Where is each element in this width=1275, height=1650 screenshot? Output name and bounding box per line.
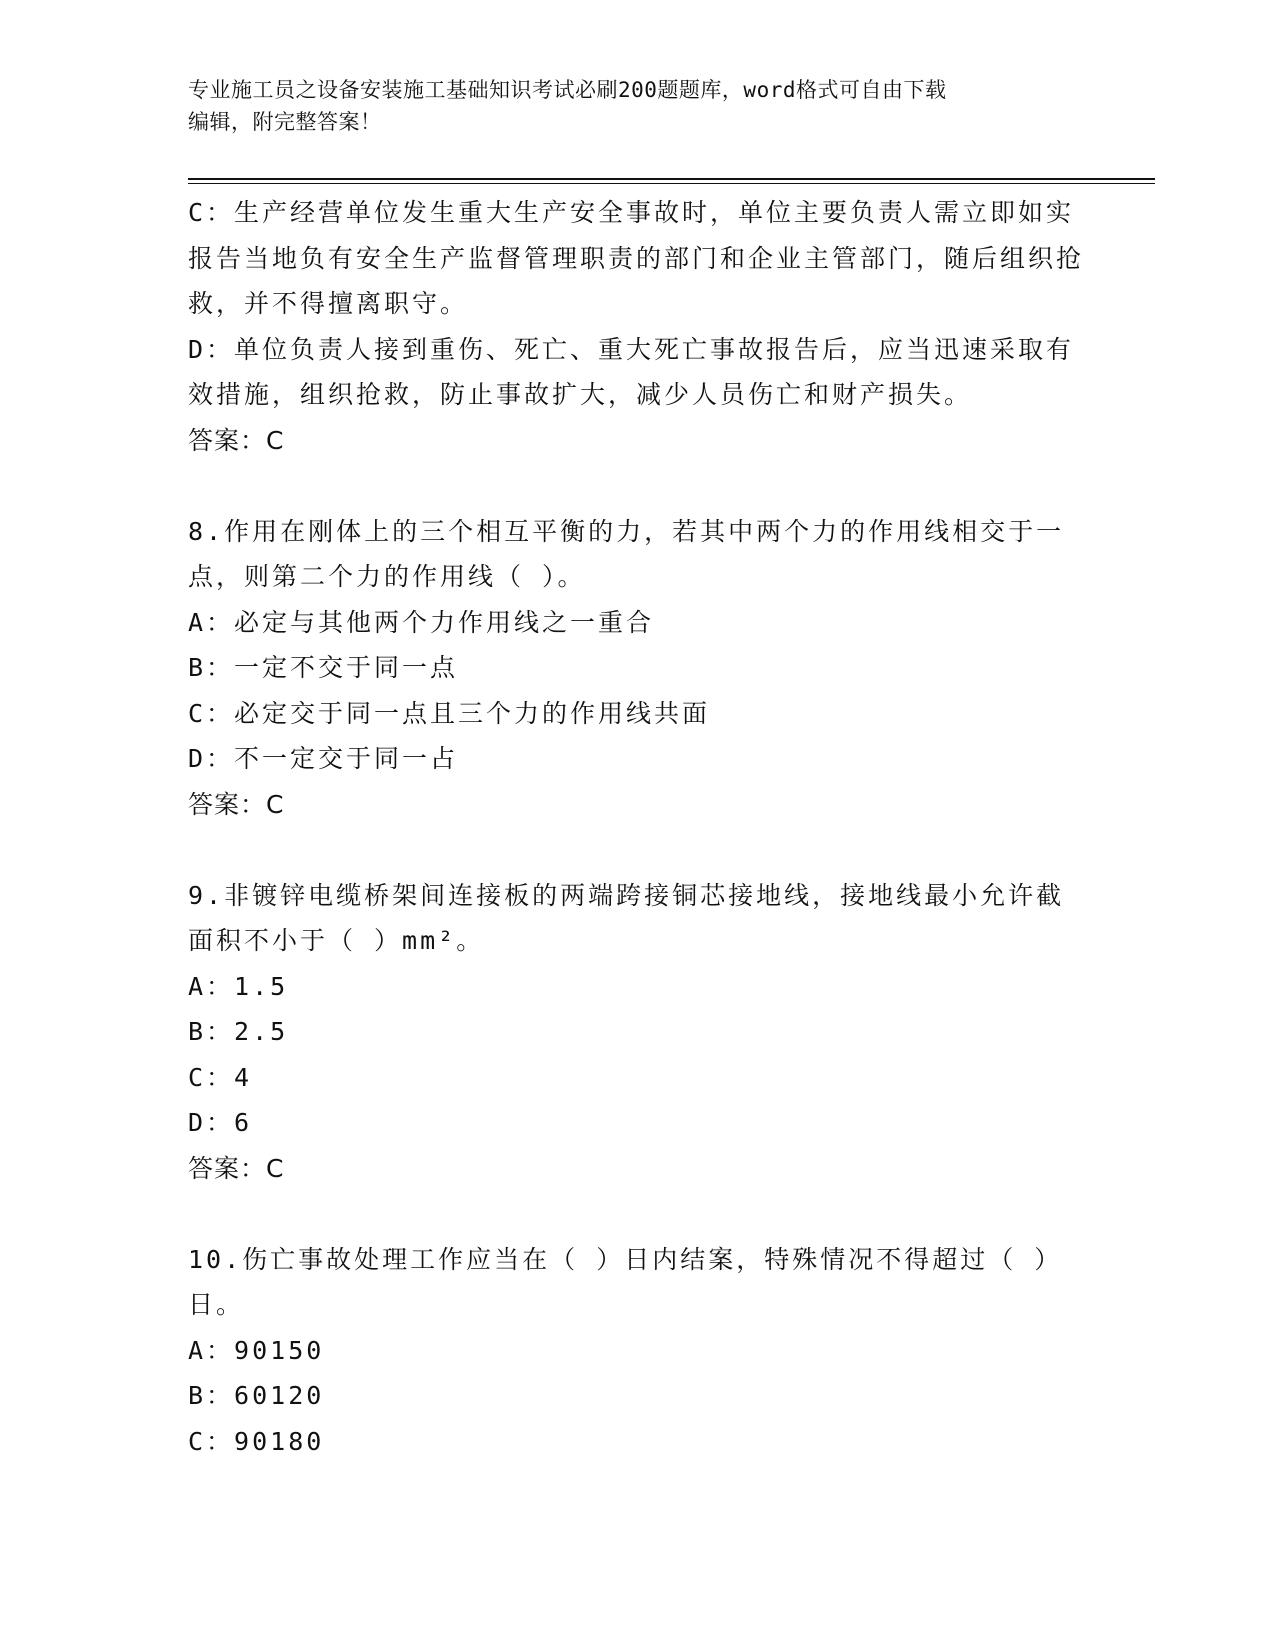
question-10 [188, 1237, 1088, 1465]
option-a: A：必定与其他两个力作用线之一重合 [188, 607, 655, 637]
option-d: D：6 [188, 1108, 253, 1137]
answer: 答案：C [188, 1153, 285, 1183]
option-c: C：生产经营单位发生重大生产安全事故时，单位主要负责人需立即如实报告当地负有安全生产监督管理职责的部门和企业主管部门，随后组织抢救，并不得擅离职守。 [188, 198, 1085, 318]
question-stem: 8.作用在刚体上的三个相互平衡的力，若其中两个力的作用线相交于一点，则第二个力的作用线（ ）。 [188, 516, 1065, 591]
header-divider-thin [188, 183, 1155, 184]
option-c: C：90180 [188, 1426, 325, 1456]
option-d: D：单位负责人接到重伤、死亡、重大死亡事故报告后，应当迅速采取有效措施，组织抢救，防止事故扩大，减少人员伤亡和财产损失。 [188, 334, 1075, 409]
option-b: B：一定不交于同一点 [188, 653, 459, 682]
question-stem: 10.伤亡事故处理工作应当在（ ）日内结案，特殊情况不得超过（ ）日。 [188, 1244, 1063, 1319]
header-title-line-1: 专业施工员之设备安装施工基础知识考试必刷200题题库，word格式可自由下载 [188, 78, 947, 102]
question-stem: 9.非镀锌电缆桥架间连接板的两端跨接铜芯接地线，接地线最小允许截面积不小于（ ）mm²。 [188, 880, 1065, 955]
option-b: B：2.5 [188, 1017, 289, 1046]
header-title-line-2: 编辑，附完整答案！ [188, 110, 382, 134]
option-d: D：不一定交于同一占 [188, 744, 459, 773]
answer: 答案：C [188, 425, 285, 455]
option-b: B：60120 [188, 1381, 325, 1410]
option-a: A：90150 [188, 1335, 325, 1365]
option-c: C：必定交于同一点且三个力的作用线共面 [188, 698, 711, 728]
page-header [188, 74, 1088, 138]
document-body [188, 190, 1088, 1464]
question-9 [188, 873, 1088, 1192]
question-8 [188, 509, 1088, 828]
answer: 答案：C [188, 789, 285, 819]
option-a: A：1.5 [188, 971, 289, 1001]
option-c: C：4 [188, 1062, 253, 1092]
header-divider-thick [188, 178, 1155, 180]
continued-question [188, 190, 1088, 463]
